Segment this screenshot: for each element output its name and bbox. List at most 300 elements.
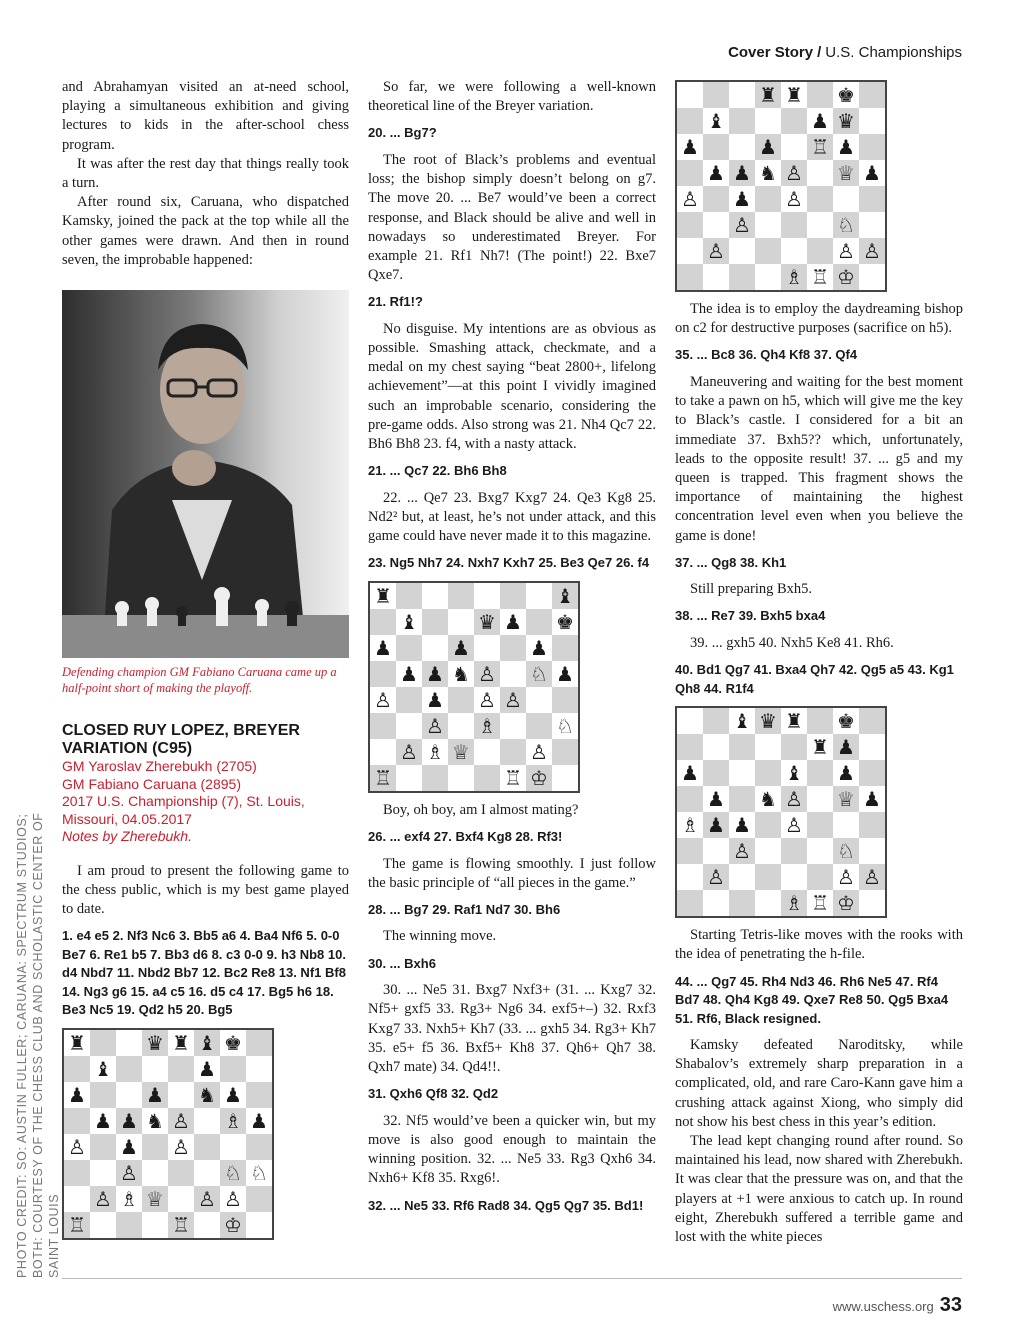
board-square bbox=[677, 134, 703, 160]
chess-piece-icon: ♜ bbox=[68, 1030, 86, 1055]
chess-piece-icon: ♝ bbox=[198, 1030, 216, 1055]
board-square bbox=[116, 1056, 142, 1082]
board-square bbox=[220, 1082, 246, 1108]
board-square bbox=[474, 687, 500, 713]
game-event: 2017 U.S. Championship (7), St. Louis, Missouri, 04.05.2017 bbox=[62, 793, 305, 827]
chess-piece-icon: ♟ bbox=[120, 1108, 138, 1133]
paragraph: No disguise. My intentions are as obvious as possible. Smashing attack, checkmate, and a medal on my chest saying “beat 2800+, lifelong achievement”—at this point I vividly imagined such an improbable scenario, considering the pre-game odds. Also strong was 21. Nh4 Qc7 22. Bh6 Bh8 23. f4, with a nasty attack. bbox=[368, 320, 656, 453]
board-square bbox=[859, 82, 885, 108]
board-square bbox=[833, 186, 859, 212]
board-square bbox=[194, 1056, 220, 1082]
chess-piece-icon: ♟ bbox=[733, 187, 751, 211]
board-square bbox=[90, 1186, 116, 1212]
chess-piece-icon: ♟ bbox=[400, 661, 418, 686]
board-square bbox=[755, 734, 781, 760]
black-player: GM Fabiano Caruana (2895) bbox=[62, 775, 241, 792]
board-square bbox=[729, 812, 755, 838]
board-square bbox=[500, 687, 526, 713]
chess-piece-icon: ♙ bbox=[681, 187, 699, 211]
board-square bbox=[703, 890, 729, 916]
chess-piece-icon: ♙ bbox=[172, 1134, 190, 1159]
board-square bbox=[859, 734, 885, 760]
board-square bbox=[220, 1056, 246, 1082]
board-square bbox=[755, 186, 781, 212]
board-square bbox=[677, 734, 703, 760]
move-line: 40. Bd1 Qg7 41. Bxa4 Qh7 42. Qg5 a5 43. Kg1 Qh8 44. R1f4 bbox=[675, 662, 954, 696]
chess-diagram bbox=[62, 1028, 274, 1240]
board-square bbox=[677, 160, 703, 186]
paragraph: The game is flowing smoothly. I just follow the basic principle of “all pieces in the game.” bbox=[368, 855, 656, 891]
board-square bbox=[729, 264, 755, 290]
board-square bbox=[807, 864, 833, 890]
chess-piece-icon: ♜ bbox=[785, 83, 803, 107]
paragraph: 22. ... Qe7 23. Bxg7 Kxg7 24. Qe3 Kg8 25. Nd2² but, at least, he’s not under attack, and this game could have never made it to this magazine. bbox=[368, 489, 656, 545]
chess-piece-icon: ♞ bbox=[146, 1108, 164, 1133]
board-square bbox=[729, 708, 755, 734]
chess-piece-icon: ♚ bbox=[837, 83, 855, 107]
board-square bbox=[396, 635, 422, 661]
board-square bbox=[781, 838, 807, 864]
board-square bbox=[807, 812, 833, 838]
board-square bbox=[677, 786, 703, 812]
column-1 bbox=[62, 78, 349, 1248]
board-square bbox=[422, 635, 448, 661]
move-line: 26. ... exf4 27. Bxf4 Kg8 28. Rf3! bbox=[368, 829, 563, 845]
board-square bbox=[116, 1160, 142, 1186]
chess-piece-icon: ♙ bbox=[504, 687, 522, 712]
board-square bbox=[448, 609, 474, 635]
board-square bbox=[755, 864, 781, 890]
paragraph: Boy, oh boy, am I almost mating? bbox=[383, 801, 579, 818]
chess-piece-icon: ♟ bbox=[837, 761, 855, 786]
board-square bbox=[781, 186, 807, 212]
chess-piece-icon: ♕ bbox=[452, 739, 470, 764]
board-square bbox=[859, 786, 885, 812]
board-square bbox=[474, 661, 500, 687]
move-line: 21. Rf1!? bbox=[368, 294, 423, 310]
chess-piece-icon: ♙ bbox=[863, 865, 881, 890]
board-square bbox=[859, 108, 885, 134]
board-square bbox=[859, 890, 885, 916]
chess-piece-icon: ♔ bbox=[837, 891, 855, 916]
board-square bbox=[729, 82, 755, 108]
board-square bbox=[703, 82, 729, 108]
paragraph: I am proud to present the following game to the chess public, which is my best game played to date. bbox=[62, 862, 349, 917]
board-square bbox=[370, 583, 396, 609]
board-square bbox=[755, 108, 781, 134]
board-square bbox=[677, 264, 703, 290]
paragraph: The idea is to employ the daydreaming bishop on c2 for destructive purposes (sacrifice on h5). bbox=[675, 301, 963, 337]
move-line: 37. ... Qg8 38. Kh1 bbox=[675, 554, 787, 570]
board-square bbox=[142, 1082, 168, 1108]
board-square bbox=[500, 765, 526, 791]
paragraph: 30. ... Ne5 31. Bxg7 Nxf3+ (31. ... Kxg7 32. Nf5+ gxf5 33. Rg3+ Ng6 34. exf5+–) 32. Rxf3 Kxg7 33. Nxh5+ Kh7 (33. ... gxh5 34. Rg3+ Kh7 35. e5+ f5 36. Bxf5+ Kh8 37. Qh6+ Qh7 38. Qxh7 mate) 34. Qd4!!. bbox=[368, 982, 656, 1075]
board-square bbox=[422, 583, 448, 609]
board-square bbox=[168, 1056, 194, 1082]
chess-piece-icon: ♖ bbox=[811, 135, 829, 159]
chess-diagram bbox=[368, 581, 580, 793]
board-square bbox=[677, 812, 703, 838]
board-square bbox=[64, 1160, 90, 1186]
paragraph: Kamsky defeated Naroditsky, while Shabalov’s extremely sharp preparation in a complicated, old, and rare Caro-Kann gave him a crushing attack against Xiong, who simply did not show his best chess in this year’s edition. bbox=[675, 1037, 963, 1130]
chess-piece-icon: ♙ bbox=[478, 687, 496, 712]
chess-piece-icon: ♙ bbox=[530, 739, 548, 764]
board-square bbox=[116, 1186, 142, 1212]
board-square bbox=[64, 1212, 90, 1238]
board-square bbox=[246, 1186, 272, 1212]
chess-piece-icon: ♟ bbox=[374, 635, 392, 660]
board-square bbox=[142, 1186, 168, 1212]
board-square bbox=[703, 786, 729, 812]
chess-piece-icon: ♟ bbox=[224, 1082, 242, 1107]
chess-piece-icon: ♟ bbox=[556, 661, 574, 686]
chess-piece-icon: ♙ bbox=[400, 739, 418, 764]
board-square bbox=[755, 134, 781, 160]
board-square bbox=[246, 1082, 272, 1108]
board-square bbox=[755, 212, 781, 238]
chess-piece-icon: ♟ bbox=[452, 635, 470, 660]
board-square bbox=[703, 212, 729, 238]
board-square bbox=[859, 186, 885, 212]
board-square bbox=[859, 238, 885, 264]
board-square bbox=[116, 1108, 142, 1134]
chess-piece-icon: ♙ bbox=[478, 661, 496, 686]
move-line: 28. ... Bg7 29. Raf1 Nd7 30. Bh6 bbox=[368, 901, 561, 917]
chess-piece-icon: ♝ bbox=[785, 761, 803, 786]
board-square bbox=[448, 583, 474, 609]
board-square bbox=[194, 1212, 220, 1238]
board-square bbox=[833, 134, 859, 160]
chess-piece-icon: ♗ bbox=[478, 713, 496, 738]
photo-caption: Defending champion GM Fabiano Caruana came up a half-point short of making the playoff. bbox=[62, 665, 337, 696]
page-footer bbox=[833, 1294, 962, 1317]
board-square bbox=[168, 1030, 194, 1056]
chess-piece-icon: ♟ bbox=[863, 787, 881, 812]
photo-credit: PHOTO CREDIT: SO: AUSTIN FULLER; CARUANA: SPECTRUM STUDIOS; BOTH: COURTESY OF THE CHESS CLUB AND SCHOLASTIC CENTER OF SAINT LOUIS bbox=[15, 812, 61, 1278]
board-square bbox=[370, 687, 396, 713]
board-square bbox=[703, 134, 729, 160]
board-square bbox=[677, 838, 703, 864]
board-square bbox=[220, 1108, 246, 1134]
chess-piece-icon: ♟ bbox=[504, 609, 522, 634]
board-square bbox=[448, 713, 474, 739]
photo-illustration bbox=[62, 290, 349, 658]
board-square bbox=[194, 1082, 220, 1108]
chess-piece-icon: ♟ bbox=[707, 813, 725, 838]
board-square bbox=[526, 687, 552, 713]
board-square bbox=[370, 739, 396, 765]
board-square bbox=[142, 1030, 168, 1056]
board-square bbox=[448, 687, 474, 713]
chess-piece-icon: ♟ bbox=[426, 687, 444, 712]
board-square bbox=[677, 760, 703, 786]
board-square bbox=[859, 264, 885, 290]
chess-piece-icon: ♟ bbox=[94, 1108, 112, 1133]
board-square bbox=[396, 687, 422, 713]
board-square bbox=[781, 82, 807, 108]
board-square bbox=[677, 108, 703, 134]
paragraph: The root of Black’s problems and eventual loss; the bishop simply doesn’t belong on g7. The move 20. ... Be7 would’ve been a correct response, and Black should be alive and well in nowadays so underestimated Breyer. For example 21. Rf1 Nh7! (The point!) 22. Bxe7 Qxe7. bbox=[368, 151, 656, 284]
board-square bbox=[90, 1212, 116, 1238]
board-square bbox=[422, 687, 448, 713]
chess-piece-icon: ♖ bbox=[504, 765, 522, 790]
game-title: CLOSED RUY LOPEZ, BREYER VARIATION (C95) bbox=[62, 722, 300, 758]
board-square bbox=[448, 635, 474, 661]
paragraph: and Abrahamyan visited an at-need school, playing a simultaneous exhibition and giving lectures to kids in the after-school chess program. bbox=[62, 79, 349, 153]
chess-piece-icon: ♗ bbox=[681, 813, 699, 838]
chess-piece-icon: ♟ bbox=[681, 761, 699, 786]
column-3 bbox=[675, 78, 963, 1247]
chess-piece-icon: ♙ bbox=[785, 187, 803, 211]
chess-piece-icon: ♚ bbox=[556, 609, 574, 634]
board-square bbox=[677, 238, 703, 264]
chess-piece-icon: ♟ bbox=[733, 813, 751, 838]
board-square bbox=[859, 864, 885, 890]
chess-piece-icon: ♟ bbox=[707, 161, 725, 185]
board-square bbox=[833, 212, 859, 238]
board-square bbox=[90, 1134, 116, 1160]
board-square bbox=[833, 734, 859, 760]
chess-piece-icon: ♟ bbox=[811, 109, 829, 133]
board-square bbox=[703, 238, 729, 264]
footer-url: www.uschess.org bbox=[832, 1299, 934, 1314]
chess-piece-icon: ♞ bbox=[198, 1082, 216, 1107]
chess-piece-icon: ♘ bbox=[224, 1160, 242, 1185]
board-square bbox=[422, 739, 448, 765]
board-square bbox=[500, 713, 526, 739]
chess-piece-icon: ♕ bbox=[146, 1186, 164, 1211]
board-square bbox=[422, 661, 448, 687]
chess-piece-icon: ♙ bbox=[120, 1160, 138, 1185]
board-square bbox=[781, 760, 807, 786]
chess-piece-icon: ♗ bbox=[120, 1186, 138, 1211]
board-square bbox=[396, 661, 422, 687]
chess-piece-icon: ♝ bbox=[707, 109, 725, 133]
board-square bbox=[142, 1056, 168, 1082]
board-square bbox=[526, 609, 552, 635]
board-square bbox=[194, 1186, 220, 1212]
paragraph: The lead kept changing round after round. So maintained his lead, now shared with Zherebukh. It was clear that the pressure was on, and that the players at +1 were anxious to catch up. In round eight, Zherebukh suffered a terrible game and lost with the white pieces bbox=[675, 1133, 963, 1246]
board-square bbox=[755, 160, 781, 186]
board-square bbox=[396, 713, 422, 739]
board-square bbox=[90, 1160, 116, 1186]
board-square bbox=[833, 838, 859, 864]
board-square bbox=[194, 1108, 220, 1134]
chess-piece-icon: ♟ bbox=[707, 787, 725, 812]
board-square bbox=[833, 786, 859, 812]
board-square bbox=[729, 134, 755, 160]
board-square bbox=[677, 186, 703, 212]
chess-diagram bbox=[675, 80, 887, 292]
board-square bbox=[781, 786, 807, 812]
board-square bbox=[474, 635, 500, 661]
board-square bbox=[781, 264, 807, 290]
board-square bbox=[142, 1160, 168, 1186]
board-square bbox=[64, 1186, 90, 1212]
board-square bbox=[781, 212, 807, 238]
board-square bbox=[781, 812, 807, 838]
board-square bbox=[116, 1082, 142, 1108]
board-square bbox=[526, 765, 552, 791]
chess-piece-icon: ♝ bbox=[556, 583, 574, 608]
chess-piece-icon: ♙ bbox=[68, 1134, 86, 1159]
board-square bbox=[833, 890, 859, 916]
board-square bbox=[807, 238, 833, 264]
chess-piece-icon: ♟ bbox=[120, 1134, 138, 1159]
chess-piece-icon: ♘ bbox=[530, 661, 548, 686]
board-square bbox=[755, 786, 781, 812]
chess-piece-icon: ♟ bbox=[68, 1082, 86, 1107]
board-square bbox=[859, 212, 885, 238]
paragraph: The winning move. bbox=[383, 928, 497, 945]
chess-piece-icon: ♘ bbox=[837, 213, 855, 237]
board-square bbox=[859, 160, 885, 186]
board-square bbox=[755, 890, 781, 916]
board-square bbox=[168, 1160, 194, 1186]
board-square bbox=[781, 890, 807, 916]
chess-piece-icon: ♟ bbox=[863, 161, 881, 185]
board-square bbox=[703, 160, 729, 186]
chess-piece-icon: ♗ bbox=[426, 739, 444, 764]
chess-piece-icon: ♟ bbox=[733, 161, 751, 185]
move-line: 35. ... Bc8 36. Qh4 Kf8 37. Qf4 bbox=[675, 347, 858, 363]
board-square bbox=[500, 739, 526, 765]
footer-rule bbox=[62, 1278, 962, 1279]
board-square bbox=[677, 890, 703, 916]
board-square bbox=[220, 1186, 246, 1212]
chess-piece-icon: ♟ bbox=[759, 135, 777, 159]
board-square bbox=[703, 264, 729, 290]
move-line: 30. ... Bxh6 bbox=[368, 955, 436, 971]
chess-piece-icon: ♛ bbox=[146, 1030, 164, 1055]
board-square bbox=[833, 108, 859, 134]
chess-piece-icon: ♜ bbox=[785, 709, 803, 734]
chess-piece-icon: ♛ bbox=[759, 709, 777, 734]
board-square bbox=[859, 708, 885, 734]
move-line: 44. ... Qg7 45. Rh4 Nd3 46. Rh6 Ne5 47. Rf4 Bd7 48. Qh4 Kg8 49. Qxe7 Re8 50. Qg5 Bxa4 51. Rf6, Black resigned. bbox=[675, 973, 949, 1026]
board-square bbox=[64, 1108, 90, 1134]
board-square bbox=[474, 739, 500, 765]
board-square bbox=[246, 1030, 272, 1056]
board-square bbox=[552, 609, 578, 635]
board-square bbox=[168, 1186, 194, 1212]
board-square bbox=[526, 661, 552, 687]
page-number: 33 bbox=[939, 1294, 962, 1316]
move-line: 23. Ng5 Nh7 24. Nxh7 Kxh7 25. Be3 Qe7 26. f4 bbox=[368, 555, 650, 571]
board-square bbox=[729, 212, 755, 238]
board-square bbox=[807, 708, 833, 734]
chess-piece-icon: ♞ bbox=[759, 161, 777, 185]
chess-piece-icon: ♙ bbox=[837, 865, 855, 890]
board-square bbox=[142, 1134, 168, 1160]
board-square bbox=[474, 609, 500, 635]
paragraph: 32. Nf5 would’ve been a quicker win, but my move is also good enough to maintain the winning position. 32. ... Ne5 33. Rg3 Qxh6 34. Nxh6+ Kf8 35. Rxg6!. bbox=[368, 1112, 656, 1187]
board-square bbox=[807, 786, 833, 812]
board-square bbox=[729, 890, 755, 916]
paragraph: Maneuvering and waiting for the best moment to take a pawn on h5, which will give me the key to Black’s castle. I considered for a bit an immediate 37. Bxh5?? which, unfortunately, leads to the opposite result! 37. ... g5 and my queen is trapped. This fragment shows the importance of maintaining the highest concentration level even when you believe the game is done! bbox=[675, 373, 963, 544]
board-square bbox=[474, 583, 500, 609]
board-square bbox=[807, 760, 833, 786]
chess-piece-icon: ♖ bbox=[68, 1212, 86, 1237]
chess-piece-icon: ♙ bbox=[785, 161, 803, 185]
paragraph: It was after the rest day that things really took a turn. bbox=[62, 155, 349, 192]
board-square bbox=[729, 186, 755, 212]
board-square bbox=[422, 765, 448, 791]
board-square bbox=[552, 765, 578, 791]
board-square bbox=[474, 765, 500, 791]
board-square bbox=[194, 1134, 220, 1160]
chess-piece-icon: ♟ bbox=[530, 635, 548, 660]
chess-piece-icon: ♞ bbox=[759, 787, 777, 812]
board-square bbox=[422, 609, 448, 635]
board-square bbox=[833, 264, 859, 290]
board-square bbox=[552, 713, 578, 739]
chess-piece-icon: ♟ bbox=[198, 1056, 216, 1081]
white-player: GM Yaroslav Zherebukh (2705) bbox=[62, 758, 257, 775]
paragraph: After round six, Caruana, who dispatched Kamsky, joined the pack at the top while all the other games were drawn. And then in round seven, the improbable happened: bbox=[62, 194, 349, 268]
header-section: Cover Story bbox=[728, 44, 814, 61]
game-notes-credit: Notes by Zherebukh. bbox=[62, 828, 192, 845]
board-square bbox=[448, 739, 474, 765]
board-square bbox=[552, 583, 578, 609]
caruana-photo bbox=[62, 290, 349, 658]
board-square bbox=[64, 1056, 90, 1082]
board-square bbox=[755, 760, 781, 786]
chess-piece-icon: ♔ bbox=[837, 265, 855, 289]
paragraph: So far, we were following a well-known theoretical line of the Breyer variation. bbox=[368, 79, 656, 115]
board-square bbox=[64, 1134, 90, 1160]
board-square bbox=[474, 713, 500, 739]
board-square bbox=[781, 134, 807, 160]
board-square bbox=[703, 812, 729, 838]
header-subsection: U.S. Championships bbox=[825, 44, 962, 61]
chess-piece-icon: ♙ bbox=[837, 239, 855, 263]
board-square bbox=[526, 713, 552, 739]
board-square bbox=[703, 186, 729, 212]
board-square bbox=[116, 1030, 142, 1056]
board-square bbox=[552, 635, 578, 661]
move-line: 32. ... Ne5 33. Rf6 Rad8 34. Qg5 Qg7 35. Bd1! bbox=[368, 1197, 644, 1213]
board-square bbox=[833, 812, 859, 838]
board-square bbox=[807, 890, 833, 916]
chess-piece-icon: ♜ bbox=[374, 583, 392, 608]
board-square bbox=[755, 708, 781, 734]
chess-piece-icon: ♟ bbox=[681, 135, 699, 159]
board-square bbox=[246, 1056, 272, 1082]
board-square bbox=[729, 160, 755, 186]
board-square bbox=[781, 160, 807, 186]
board-square bbox=[448, 661, 474, 687]
chess-piece-icon: ♖ bbox=[172, 1212, 190, 1237]
board-square bbox=[703, 708, 729, 734]
board-square bbox=[220, 1212, 246, 1238]
chess-piece-icon: ♖ bbox=[811, 891, 829, 916]
chess-piece-icon: ♛ bbox=[837, 109, 855, 133]
board-square bbox=[90, 1030, 116, 1056]
chess-piece-icon: ♙ bbox=[172, 1108, 190, 1133]
board-square bbox=[703, 734, 729, 760]
chess-piece-icon: ♘ bbox=[250, 1160, 268, 1185]
board-square bbox=[781, 108, 807, 134]
board-square bbox=[370, 635, 396, 661]
chess-piece-icon: ♙ bbox=[94, 1186, 112, 1211]
board-square bbox=[526, 583, 552, 609]
board-square bbox=[246, 1212, 272, 1238]
chess-piece-icon: ♜ bbox=[759, 83, 777, 107]
board-square bbox=[807, 108, 833, 134]
board-square bbox=[807, 186, 833, 212]
board-square bbox=[500, 609, 526, 635]
